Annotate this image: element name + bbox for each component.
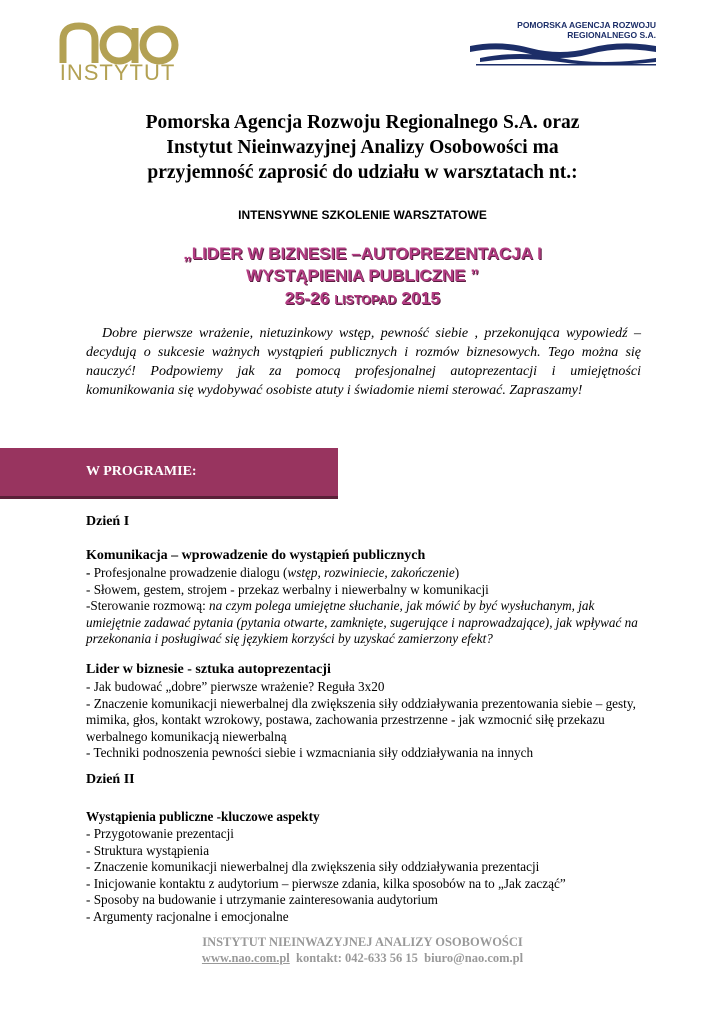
section-leader-item-2: - Znaczenie komunikacji niewerbalnej dla zwiększenia siły oddziaływania prezentowania siebie – gesty, mimika, głos, kontakt wzrokowy, postawa, zachowania przestrzenne - jak wzmocnić siłę przekazu werbalnego komunikacją niewerbalną — [86, 695, 636, 744]
list-item: - Struktura wystąpienia — [86, 842, 210, 858]
section-public-speaking — [86, 808, 646, 926]
invitation-heading — [100, 110, 625, 185]
section-communication-item-3 — [86, 598, 646, 648]
event-title-line-2: WYSTĄPIENIA PUBLICZNE ” — [246, 266, 479, 285]
section-leader-title: Lider w biznesie - sztuka autoprezentacji — [86, 662, 331, 677]
parr-logo — [470, 18, 670, 68]
event-title-line-1: „LIDER W BIZNESIE –AUTOPREZENTACJA I — [183, 244, 542, 263]
footer-contact: kontakt: 042-633 56 15 biuro@nao.com.pl — [289, 951, 524, 965]
footer — [100, 934, 625, 966]
section-public-speaking-title: Wystąpienia publiczne -kluczowe aspekty — [86, 809, 320, 824]
training-subtitle: INTENSYWNE SZKOLENIE WARSZTATOWE — [238, 208, 487, 222]
parr-logo-line2: REGIONALNEGO S.A. — [567, 30, 656, 40]
event-date-year: 2015 — [396, 288, 441, 308]
section-communication — [86, 547, 646, 648]
invitation-line-3: przyjemność zaprosić do udziału w warsztatach nt.: — [147, 162, 578, 183]
program-banner — [0, 448, 338, 499]
parr-wave-icon — [470, 38, 670, 66]
section-communication-item-2: - Słowem, gestem, strojem - przekaz werbalny i niewerbalny w komunikacji — [86, 581, 489, 597]
section-communication-title: Komunikacja – wprowadzenie do wystąpień publicznych — [86, 548, 426, 563]
intro-paragraph — [86, 324, 641, 400]
day-1-label: Dzień I — [86, 514, 130, 529]
intro-text: Dobre pierwsze wrażenie, nietuzinkowy wstęp, pewność siebie , przekonująca wypowiedź – decydują o sukcesie ważnych wystąpień publicznych i rozmów biznesowych. Tego można się nauczyć! Podpowiemy jak za pomocą profesjonalnej autoprezentacji i umiejętności komunikowania się wydobywać osobiste atuty i świadomie niemi sterować. Zapraszamy! — [86, 326, 641, 398]
program-label: W PROGRAMIE: — [86, 464, 197, 479]
item-text: Profesjonalne prowadzenie dialogu ( — [93, 565, 288, 580]
list-item: - Sposoby na budowanie i utrzymanie zainteresowania audytorium — [86, 892, 438, 908]
item-suffix: ) — [454, 565, 460, 580]
item-prefix: - — [86, 565, 94, 580]
item-italic: wstęp, rozwiniecie, zakończenie — [287, 565, 455, 580]
event-date — [100, 288, 625, 309]
footer-org: INSTYTUT NIEINWAZYJNEJ ANALIZY OSOBOWOŚCI — [202, 935, 523, 949]
nao-instytut-logo — [55, 18, 180, 88]
nao-logo-text: INSTYTUT — [59, 60, 176, 85]
item-italic: na czym polega umiejętne słuchanie, jak mówić by być wysłuchanym, jak umiejętnie zadawać pytania (pytania otwarte, zamknięte, sugerujące i naprowadzające), jak wpływać na przekonania i posługiwać się językiem korzyści by uzyskać zamierzony efekt? — [86, 598, 638, 647]
list-item: - Inicjowanie kontaktu z audytorium – pierwsze zdania, kilka sposobów na to „Jak zacząć” — [86, 875, 566, 891]
list-item: - Znaczenie komunikacji niewerbalnej dla zwiększenia siły oddziaływania prezentacji — [86, 859, 540, 875]
section-leader — [86, 661, 646, 762]
list-item: - Przygotowanie prezentacji — [86, 826, 234, 841]
footer-website-link[interactable]: www.nao.com.pl — [201, 951, 290, 965]
invitation-line-2: Instytut Nieinwazyjnej Analizy Osobowości ma — [166, 137, 559, 158]
day-2-label: Dzień II — [86, 772, 135, 787]
event-date-days: 25-26 — [284, 288, 335, 308]
event-date-month: LISTOPAD — [334, 293, 397, 307]
section-leader-item-1: - Jak budować „dobre” pierwsze wrażenie? Reguła 3x20 — [86, 679, 385, 694]
list-item: - Argumenty racjonalne i emocjonalne — [86, 908, 289, 924]
item-text: -Sterowanie rozmową: — [86, 598, 210, 614]
footer-contact-line — [100, 950, 625, 966]
section-communication-item-1 — [86, 565, 646, 582]
parr-logo-line1: POMORSKA AGENCJA ROZWOJU — [517, 20, 656, 30]
section-leader-item-3: - Techniki podnoszenia pewności siebie i wzmacniania siły oddziaływania na innych — [86, 745, 534, 761]
invitation-line-1: Pomorska Agencja Rozwoju Regionalnego S.A. oraz — [145, 112, 580, 133]
